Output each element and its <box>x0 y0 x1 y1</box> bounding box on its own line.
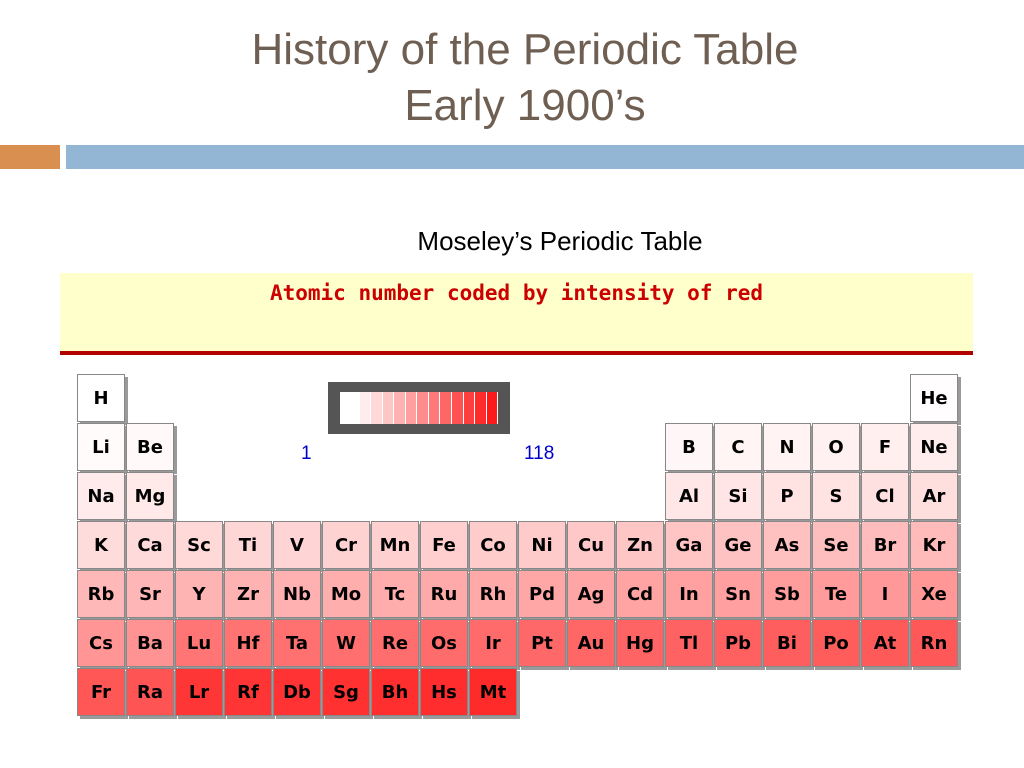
element-cell-sr: Sr <box>126 570 174 618</box>
element-cell-sg: Sg <box>322 668 370 716</box>
legend-swatch <box>340 392 348 424</box>
banner-rule <box>60 351 973 355</box>
legend-swatch <box>348 392 360 424</box>
legend-swatch <box>406 392 418 424</box>
slide-title <box>0 22 1024 134</box>
element-cell-si: Si <box>714 472 762 520</box>
element-cell-pd: Pd <box>518 570 566 618</box>
element-cell-na: Na <box>77 472 125 520</box>
legend-swatch <box>452 392 464 424</box>
element-cell-hs: Hs <box>420 668 468 716</box>
element-cell-db: Db <box>273 668 321 716</box>
accent-bar-blue <box>66 145 1024 169</box>
element-cell-bi: Bi <box>763 619 811 667</box>
element-cell-n: N <box>763 423 811 471</box>
element-cell-pb: Pb <box>714 619 762 667</box>
legend-swatch <box>417 392 429 424</box>
legend-swatch <box>440 392 452 424</box>
element-cell-br: Br <box>861 521 909 569</box>
element-cell-f: F <box>861 423 909 471</box>
element-cell-y: Y <box>175 570 223 618</box>
element-cell-rh: Rh <box>469 570 517 618</box>
element-cell-zn: Zn <box>616 521 664 569</box>
element-cell-re: Re <box>371 619 419 667</box>
element-cell-in: In <box>665 570 713 618</box>
element-cell-ag: Ag <box>567 570 615 618</box>
element-cell-os: Os <box>420 619 468 667</box>
legend-swatch <box>464 392 476 424</box>
element-cell-be: Be <box>126 423 174 471</box>
element-cell-k: K <box>77 521 125 569</box>
element-cell-ar: Ar <box>910 472 958 520</box>
element-cell-w: W <box>322 619 370 667</box>
element-cell-ca: Ca <box>126 521 174 569</box>
element-cell-rb: Rb <box>77 570 125 618</box>
element-cell-s: S <box>812 472 860 520</box>
figure-banner <box>60 273 973 351</box>
element-cell-h: H <box>77 374 125 422</box>
element-cell-kr: Kr <box>910 521 958 569</box>
element-cell-cr: Cr <box>322 521 370 569</box>
legend-swatch <box>475 392 487 424</box>
legend-swatch <box>394 392 406 424</box>
element-cell-rf: Rf <box>224 668 272 716</box>
element-cell-tc: Tc <box>371 570 419 618</box>
element-cell-ge: Ge <box>714 521 762 569</box>
legend-swatch <box>383 392 395 424</box>
legend-swatch <box>429 392 441 424</box>
element-cell-he: He <box>910 374 958 422</box>
element-cell-o: O <box>812 423 860 471</box>
element-cell-li: Li <box>77 423 125 471</box>
intensity-legend <box>328 382 510 434</box>
element-cell-ra: Ra <box>126 668 174 716</box>
element-cell-ta: Ta <box>273 619 321 667</box>
element-cell-au: Au <box>567 619 615 667</box>
element-cell-sn: Sn <box>714 570 762 618</box>
element-cell-c: C <box>714 423 762 471</box>
legend-min-label: 1 <box>301 443 312 464</box>
element-cell-cu: Cu <box>567 521 615 569</box>
legend-swatch <box>371 392 383 424</box>
banner-text: Atomic number coded by intensity of red <box>269 281 764 305</box>
accent-bar-orange <box>0 145 60 169</box>
element-cell-bh: Bh <box>371 668 419 716</box>
element-cell-v: V <box>273 521 321 569</box>
element-cell-ba: Ba <box>126 619 174 667</box>
element-cell-xe: Xe <box>910 570 958 618</box>
element-cell-co: Co <box>469 521 517 569</box>
legend-swatch <box>360 392 372 424</box>
element-cell-ru: Ru <box>420 570 468 618</box>
legend-swatch <box>487 392 499 424</box>
element-cell-sc: Sc <box>175 521 223 569</box>
element-cell-po: Po <box>812 619 860 667</box>
element-cell-hg: Hg <box>616 619 664 667</box>
element-cell-ti: Ti <box>224 521 272 569</box>
element-cell-lr: Lr <box>175 668 223 716</box>
title-line-2: Early 1900’s <box>404 81 646 130</box>
element-cell-nb: Nb <box>273 570 321 618</box>
title-line-1: History of the Periodic Table <box>251 25 799 74</box>
element-cell-ni: Ni <box>518 521 566 569</box>
element-cell-sb: Sb <box>763 570 811 618</box>
element-cell-mn: Mn <box>371 521 419 569</box>
element-cell-ir: Ir <box>469 619 517 667</box>
element-cell-as: As <box>763 521 811 569</box>
element-cell-cd: Cd <box>616 570 664 618</box>
element-cell-fe: Fe <box>420 521 468 569</box>
element-cell-ga: Ga <box>665 521 713 569</box>
element-cell-i: I <box>861 570 909 618</box>
element-cell-mo: Mo <box>322 570 370 618</box>
element-cell-pt: Pt <box>518 619 566 667</box>
element-cell-fr: Fr <box>77 668 125 716</box>
element-cell-rn: Rn <box>910 619 958 667</box>
element-cell-at: At <box>861 619 909 667</box>
element-cell-al: Al <box>665 472 713 520</box>
element-cell-lu: Lu <box>175 619 223 667</box>
legend-max-label: 118 <box>524 443 555 464</box>
legend-gradient <box>340 392 498 424</box>
element-cell-mg: Mg <box>126 472 174 520</box>
element-cell-mt: Mt <box>469 668 517 716</box>
figure-caption: Moseley’s Periodic Table <box>417 226 703 256</box>
element-cell-te: Te <box>812 570 860 618</box>
element-cell-cl: Cl <box>861 472 909 520</box>
element-cell-se: Se <box>812 521 860 569</box>
element-cell-zr: Zr <box>224 570 272 618</box>
element-cell-b: B <box>665 423 713 471</box>
element-cell-p: P <box>763 472 811 520</box>
element-cell-cs: Cs <box>77 619 125 667</box>
element-cell-hf: Hf <box>224 619 272 667</box>
element-cell-ne: Ne <box>910 423 958 471</box>
element-cell-tl: Tl <box>665 619 713 667</box>
